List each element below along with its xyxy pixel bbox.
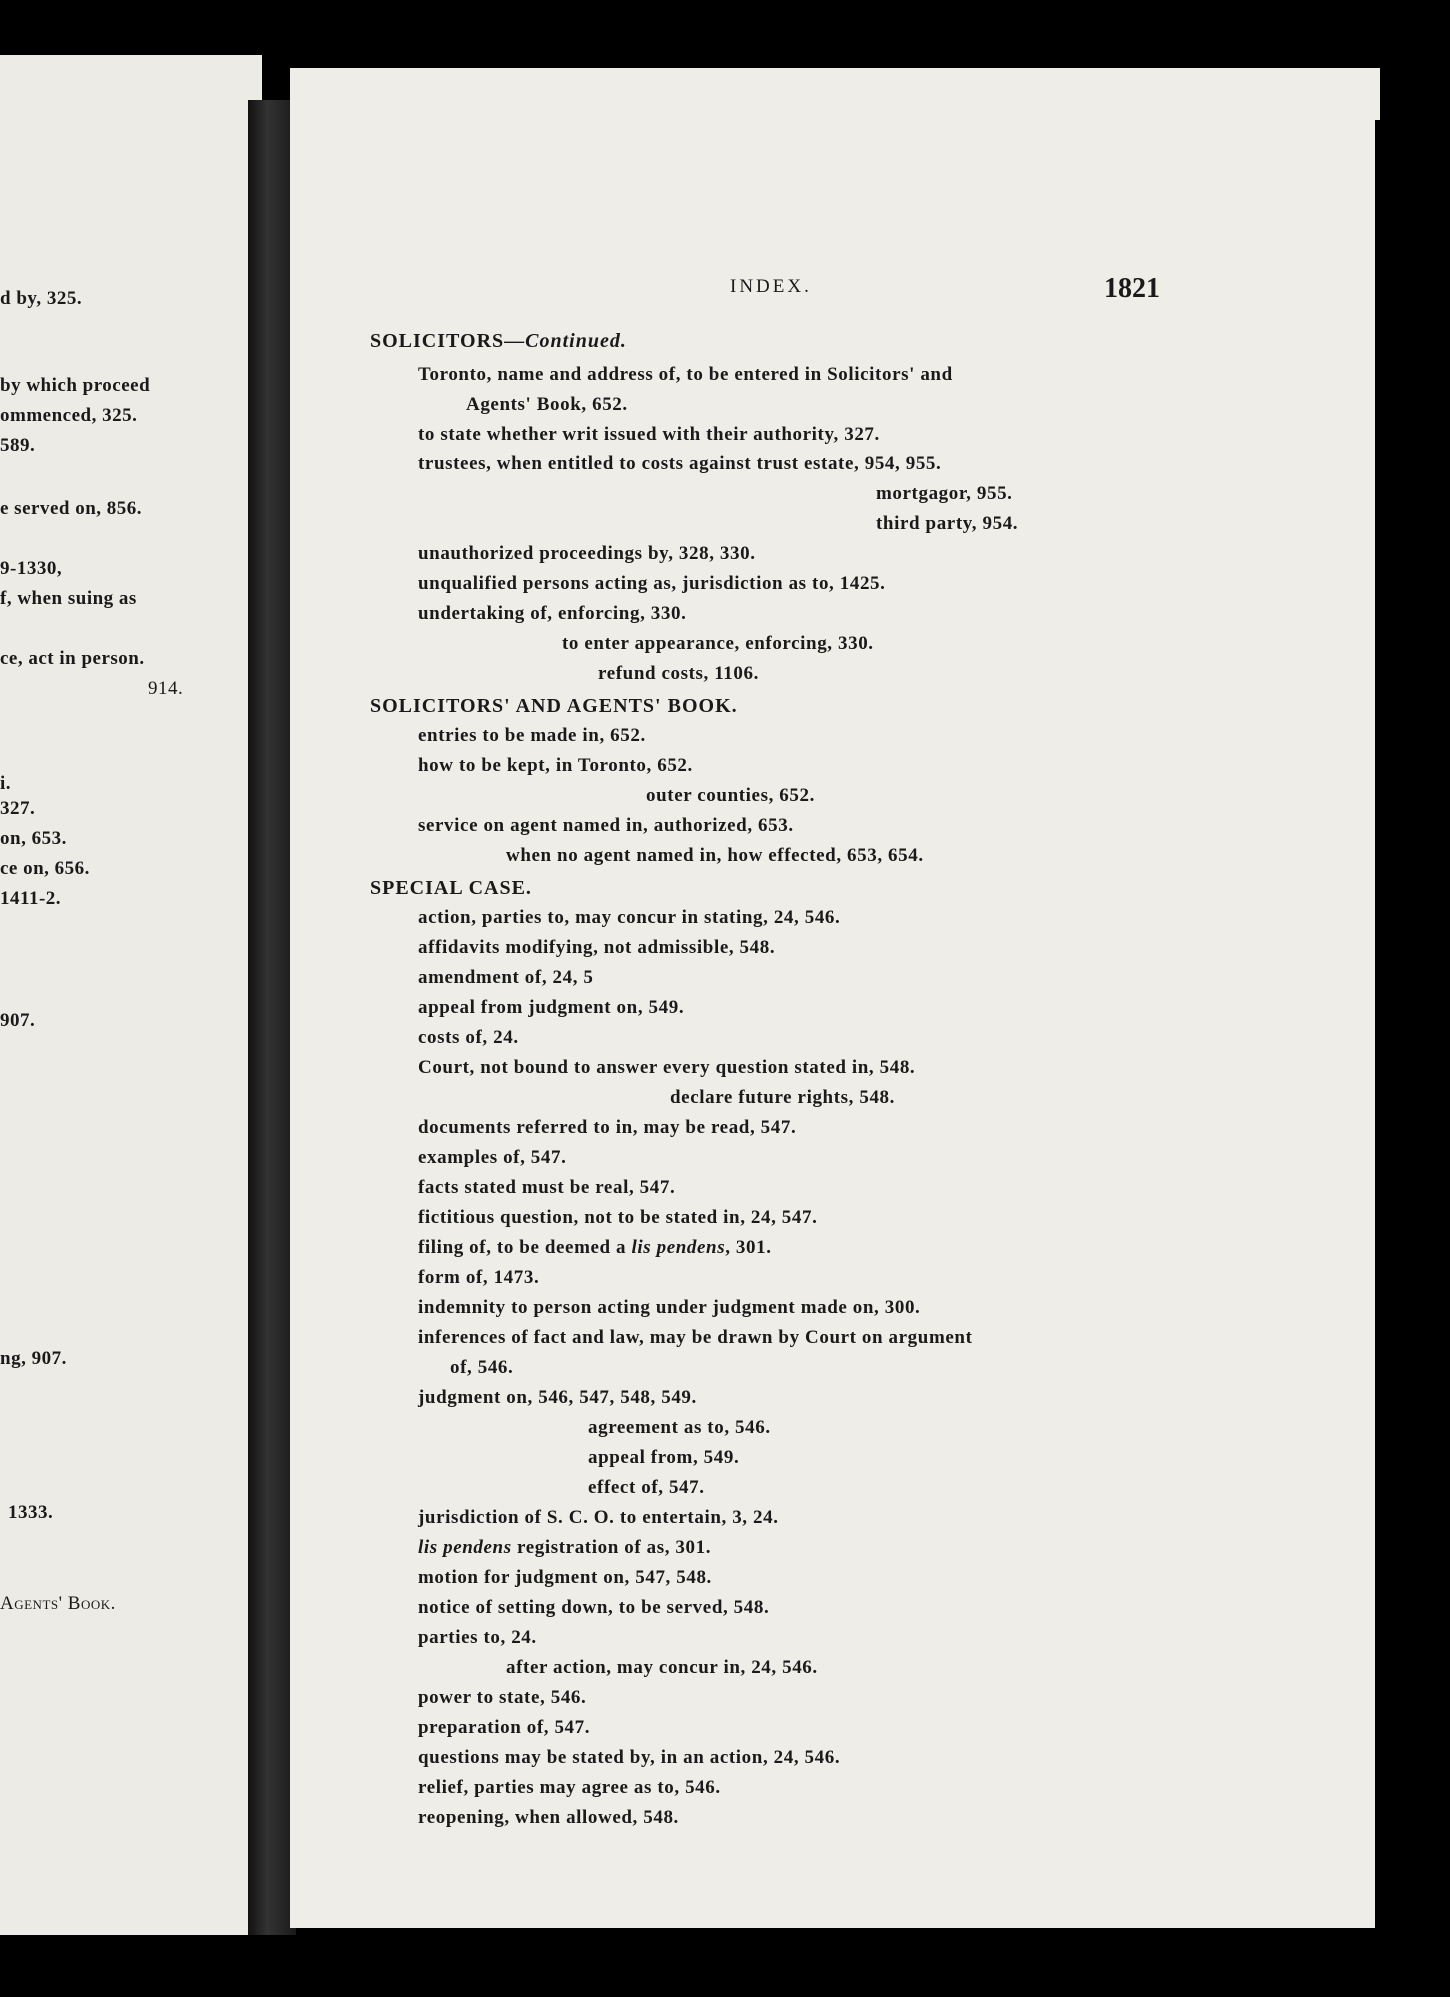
left-fragment: Agents' Book.	[0, 1593, 116, 1614]
left-fragment: e served on, 856.	[0, 498, 143, 519]
entry-text: filing of, to be deemed a	[418, 1237, 632, 1258]
index-entry	[418, 1237, 772, 1259]
index-entry: after action, may concur in, 24, 546.	[506, 1657, 818, 1678]
entry-italic: lis pendens	[631, 1237, 726, 1258]
left-fragment: 327.	[0, 798, 36, 819]
index-entry: declare future rights, 548.	[670, 1087, 895, 1108]
index-entry: relief, parties may agree as to, 546.	[418, 1777, 721, 1798]
running-header: INDEX.	[730, 276, 812, 297]
index-entry: affidavits modifying, not admissible, 548.	[418, 937, 776, 958]
index-entry: judgment on, 546, 547, 548, 549.	[418, 1387, 697, 1408]
index-entry	[418, 1537, 711, 1559]
left-fragment: ng, 907.	[0, 1348, 67, 1369]
index-entry: to enter appearance, enforcing, 330.	[562, 633, 874, 654]
index-entry: inferences of fact and law, may be drawn by Court on argument	[418, 1327, 973, 1348]
index-entry: mortgagor, 955.	[876, 483, 1013, 504]
page-number: 1821	[1104, 273, 1160, 304]
left-fragment: ce, act in person.	[0, 648, 145, 669]
left-fragment: by which proceed	[0, 375, 151, 396]
index-entry: facts stated must be real, 547.	[418, 1177, 676, 1198]
index-entry: effect of, 547.	[588, 1477, 705, 1498]
index-entry: preparation of, 547.	[418, 1717, 591, 1738]
left-fragment: 9-1330,	[0, 558, 63, 579]
index-entry: form of, 1473.	[418, 1267, 540, 1288]
index-entry: examples of, 547.	[418, 1147, 567, 1168]
book-spine	[248, 100, 296, 1935]
left-fragment: ce on, 656.	[0, 858, 90, 879]
left-fragment: d by, 325.	[0, 288, 83, 309]
index-entry: costs of, 24.	[418, 1027, 519, 1048]
index-entry: action, parties to, may concur in stating, 24, 546.	[418, 907, 841, 928]
left-fragment: f, when suing as	[0, 588, 137, 609]
left-fragment: on, 653.	[0, 828, 67, 849]
index-entry: trustees, when entitled to costs against trust estate, 954, 955.	[418, 453, 942, 474]
index-entry: Toronto, name and address of, to be entered in Solicitors' and	[418, 364, 953, 385]
index-entry: indemnity to person acting under judgment made on, 300.	[418, 1297, 921, 1318]
index-entry: agreement as to, 546.	[588, 1417, 771, 1438]
index-entry: Agents' Book, 652.	[466, 394, 628, 415]
index-entry: appeal from, 549.	[588, 1447, 740, 1468]
left-fragment: 907.	[0, 1010, 36, 1031]
index-entry: how to be kept, in Toronto, 652.	[418, 755, 693, 776]
index-entry: unauthorized proceedings by, 328, 330.	[418, 543, 756, 564]
left-fragment: 1333.	[8, 1502, 54, 1523]
index-entry: refund costs, 1106.	[598, 663, 759, 684]
entry-text: registration of as, 301.	[511, 1537, 712, 1558]
index-entry: amendment of, 24, 5	[418, 967, 594, 988]
left-fragment: i.	[0, 773, 12, 794]
index-entry: fictitious question, not to be stated in, 24, 547.	[418, 1207, 818, 1228]
index-entry: notice of setting down, to be served, 548.	[418, 1597, 770, 1618]
index-entry: outer counties, 652.	[646, 785, 815, 806]
entry-italic: lis pendens	[418, 1537, 512, 1558]
index-entry: appeal from judgment on, 549.	[418, 997, 685, 1018]
index-entry: unqualified persons acting as, jurisdiction as to, 1425.	[418, 573, 886, 594]
heading-text: SOLICITORS—	[370, 330, 526, 352]
index-entry: jurisdiction of S. C. O. to entertain, 3, 24.	[418, 1507, 779, 1528]
index-entry: entries to be made in, 652.	[418, 725, 646, 746]
left-fragment: 1411-2.	[0, 888, 62, 909]
index-entry: of, 546.	[450, 1357, 514, 1378]
index-entry: Court, not bound to answer every question stated in, 548.	[418, 1057, 916, 1078]
index-entry: power to state, 546.	[418, 1687, 587, 1708]
left-fragment: ommenced, 325.	[0, 405, 138, 426]
index-entry: questions may be stated by, in an action, 24, 546.	[418, 1747, 841, 1768]
left-fragment: 914.	[148, 678, 184, 699]
right-page	[290, 68, 1380, 1928]
left-fragment: 589.	[0, 435, 36, 456]
index-heading: SOLICITORS' AND AGENTS' BOOK.	[370, 695, 738, 717]
index-heading: SPECIAL CASE.	[370, 877, 532, 899]
entry-text: , 301.	[725, 1237, 772, 1258]
index-entry: reopening, when allowed, 548.	[418, 1807, 679, 1828]
index-entry: parties to, 24.	[418, 1627, 537, 1648]
index-entry: undertaking of, enforcing, 330.	[418, 603, 687, 624]
scan-edge-shadow	[1375, 120, 1450, 1997]
left-page	[0, 55, 262, 1935]
index-entry: when no agent named in, how effected, 653, 654.	[506, 845, 924, 866]
index-entry: motion for judgment on, 547, 548.	[418, 1567, 712, 1588]
index-entry: to state whether writ issued with their authority, 327.	[418, 424, 880, 445]
index-entry: third party, 954.	[876, 513, 1019, 534]
index-entry: service on agent named in, authorized, 653.	[418, 815, 794, 836]
heading-continued: Continued.	[525, 330, 627, 352]
index-heading	[370, 330, 627, 353]
index-entry: documents referred to in, may be read, 547.	[418, 1117, 797, 1138]
